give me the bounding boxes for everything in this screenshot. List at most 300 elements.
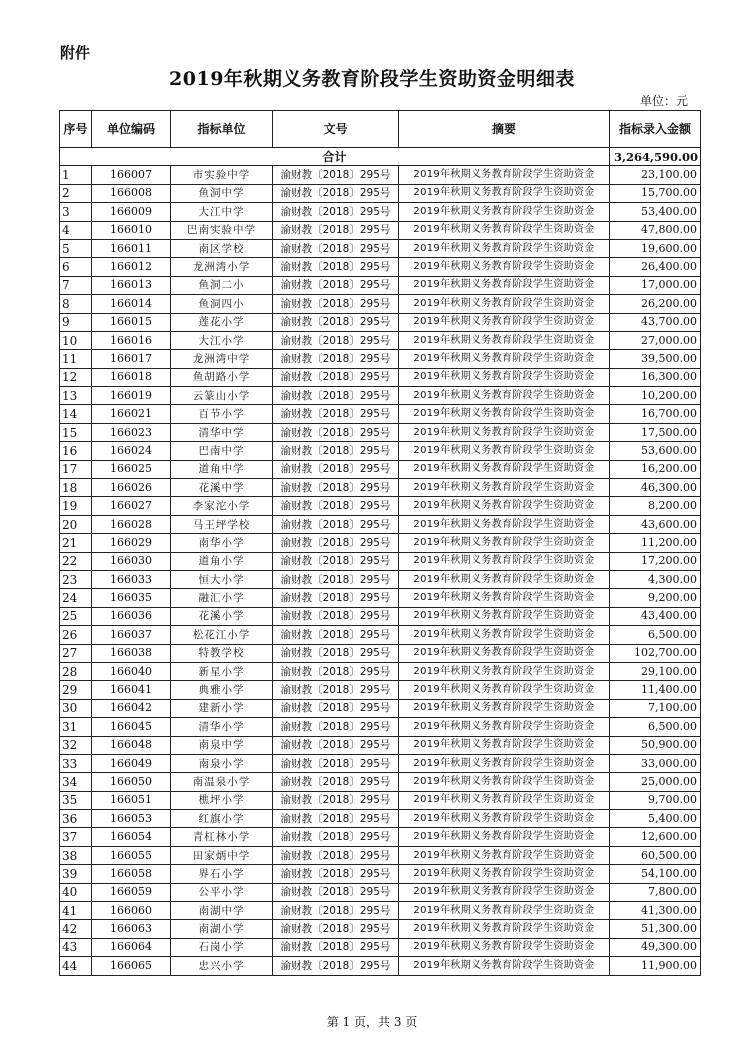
row-unit: 特教学校 [171, 644, 273, 662]
row-amount: 47,800.00 [610, 221, 701, 239]
row-doc-no: 渝财教〔2018〕295号 [273, 184, 399, 202]
table-row [60, 699, 701, 717]
table-row [60, 846, 701, 864]
row-unit: 李家沱小学 [171, 497, 273, 515]
table-row [60, 589, 701, 607]
table-row [60, 534, 701, 552]
row-amount: 23,100.00 [610, 166, 701, 184]
row-doc-no: 渝财教〔2018〕295号 [273, 239, 399, 257]
row-doc-no: 渝财教〔2018〕295号 [273, 957, 399, 975]
row-no: 9 [60, 313, 92, 331]
row-summary: 2019年秋期义务教育阶段学生资助资金 [399, 736, 610, 754]
row-no: 12 [60, 368, 92, 386]
row-amount: 9,200.00 [610, 589, 701, 607]
table-row [60, 736, 701, 754]
row-amount: 17,200.00 [610, 552, 701, 570]
detail-table [59, 110, 701, 976]
row-summary: 2019年秋期义务教育阶段学生资助资金 [399, 920, 610, 938]
row-doc-no: 渝财教〔2018〕295号 [273, 644, 399, 662]
row-code: 166027 [92, 497, 171, 515]
row-doc-no: 渝财教〔2018〕295号 [273, 203, 399, 221]
page-title: 2019年秋期义务教育阶段学生资助资金明细表 [169, 68, 575, 90]
row-code: 166064 [92, 938, 171, 956]
row-summary: 2019年秋期义务教育阶段学生资助资金 [399, 166, 610, 184]
row-amount: 25,000.00 [610, 773, 701, 791]
row-unit: 南湖小学 [171, 920, 273, 938]
row-unit: 马王坪学校 [171, 515, 273, 533]
table-row [60, 552, 701, 570]
row-amount: 39,500.00 [610, 350, 701, 368]
row-summary: 2019年秋期义务教育阶段学生资助资金 [399, 846, 610, 864]
row-summary: 2019年秋期义务教育阶段学生资助资金 [399, 387, 610, 405]
row-unit: 松花江小学 [171, 626, 273, 644]
row-doc-no: 渝财教〔2018〕295号 [273, 828, 399, 846]
row-code: 166013 [92, 276, 171, 294]
row-unit: 南泉小学 [171, 754, 273, 772]
row-summary: 2019年秋期义务教育阶段学生资助资金 [399, 791, 610, 809]
row-unit: 鱼胡路小学 [171, 368, 273, 386]
row-summary: 2019年秋期义务教育阶段学生资助资金 [399, 423, 610, 441]
row-doc-no: 渝财教〔2018〕295号 [273, 938, 399, 956]
row-code: 166012 [92, 258, 171, 276]
col-header-amount: 指标录入金额 [610, 111, 701, 148]
row-code: 166016 [92, 331, 171, 349]
row-code: 166048 [92, 736, 171, 754]
row-no: 4 [60, 221, 92, 239]
table-row [60, 313, 701, 331]
row-summary: 2019年秋期义务教育阶段学生资助资金 [399, 718, 610, 736]
row-no: 37 [60, 828, 92, 846]
row-no: 30 [60, 699, 92, 717]
row-code: 166021 [92, 405, 171, 423]
row-doc-no: 渝财教〔2018〕295号 [273, 607, 399, 625]
row-unit: 龙洲湾中学 [171, 350, 273, 368]
row-code: 166058 [92, 865, 171, 883]
row-code: 166026 [92, 479, 171, 497]
row-doc-no: 渝财教〔2018〕295号 [273, 865, 399, 883]
row-no: 23 [60, 570, 92, 588]
row-code: 166014 [92, 295, 171, 313]
row-summary: 2019年秋期义务教育阶段学生资助资金 [399, 350, 610, 368]
row-amount: 51,300.00 [610, 920, 701, 938]
row-doc-no: 渝财教〔2018〕295号 [273, 791, 399, 809]
table-row [60, 681, 701, 699]
table-row [60, 497, 701, 515]
row-amount: 26,200.00 [610, 295, 701, 313]
row-summary: 2019年秋期义务教育阶段学生资助资金 [399, 313, 610, 331]
row-summary: 2019年秋期义务教育阶段学生资助资金 [399, 570, 610, 588]
table-row [60, 203, 701, 221]
unit-label: 单位：元 [639, 94, 688, 108]
row-code: 166023 [92, 423, 171, 441]
row-doc-no: 渝财教〔2018〕295号 [273, 258, 399, 276]
row-summary: 2019年秋期义务教育阶段学生资助资金 [399, 754, 610, 772]
row-doc-no: 渝财教〔2018〕295号 [273, 681, 399, 699]
col-header-code: 单位编码 [92, 111, 171, 148]
row-code: 166018 [92, 368, 171, 386]
table-row [60, 662, 701, 680]
row-summary: 2019年秋期义务教育阶段学生资助资金 [399, 203, 610, 221]
row-summary: 2019年秋期义务教育阶段学生资助资金 [399, 405, 610, 423]
row-doc-no: 渝财教〔2018〕295号 [273, 626, 399, 644]
table-row [60, 368, 701, 386]
row-summary: 2019年秋期义务教育阶段学生资助资金 [399, 865, 610, 883]
table-row [60, 570, 701, 588]
row-no: 40 [60, 883, 92, 901]
row-code: 166059 [92, 883, 171, 901]
row-code: 166060 [92, 902, 171, 920]
row-amount: 43,400.00 [610, 607, 701, 625]
row-summary: 2019年秋期义务教育阶段学生资助资金 [399, 681, 610, 699]
row-no: 28 [60, 662, 92, 680]
row-amount: 7,800.00 [610, 883, 701, 901]
row-summary: 2019年秋期义务教育阶段学生资助资金 [399, 258, 610, 276]
row-amount: 29,100.00 [610, 662, 701, 680]
row-code: 166010 [92, 221, 171, 239]
table-row [60, 423, 701, 441]
row-code: 166035 [92, 589, 171, 607]
row-amount: 33,000.00 [610, 754, 701, 772]
row-summary: 2019年秋期义务教育阶段学生资助资金 [399, 828, 610, 846]
row-unit: 南湖中学 [171, 902, 273, 920]
row-no: 13 [60, 387, 92, 405]
row-summary: 2019年秋期义务教育阶段学生资助资金 [399, 460, 610, 478]
row-amount: 11,200.00 [610, 534, 701, 552]
row-unit: 巴南中学 [171, 442, 273, 460]
table-row [60, 460, 701, 478]
row-unit: 花溪中学 [171, 479, 273, 497]
row-code: 166038 [92, 644, 171, 662]
row-summary: 2019年秋期义务教育阶段学生资助资金 [399, 368, 610, 386]
row-code: 166049 [92, 754, 171, 772]
row-unit: 清华中学 [171, 423, 273, 441]
row-code: 166019 [92, 387, 171, 405]
row-amount: 41,300.00 [610, 902, 701, 920]
row-unit: 鱼洞四小 [171, 295, 273, 313]
row-amount: 11,900.00 [610, 957, 701, 975]
row-summary: 2019年秋期义务教育阶段学生资助资金 [399, 589, 610, 607]
row-no: 44 [60, 957, 92, 975]
row-doc-no: 渝财教〔2018〕295号 [273, 460, 399, 478]
row-unit: 花溪小学 [171, 607, 273, 625]
row-summary: 2019年秋期义务教育阶段学生资助资金 [399, 607, 610, 625]
row-no: 35 [60, 791, 92, 809]
row-no: 25 [60, 607, 92, 625]
row-code: 166065 [92, 957, 171, 975]
row-unit: 龙洲湾小学 [171, 258, 273, 276]
row-no: 15 [60, 423, 92, 441]
row-code: 166037 [92, 626, 171, 644]
row-unit: 青杠林小学 [171, 828, 273, 846]
table-row [60, 920, 701, 938]
row-no: 39 [60, 865, 92, 883]
table-row [60, 221, 701, 239]
row-doc-no: 渝财教〔2018〕295号 [273, 736, 399, 754]
table-row [60, 957, 701, 975]
row-no: 27 [60, 644, 92, 662]
row-summary: 2019年秋期义务教育阶段学生资助资金 [399, 773, 610, 791]
row-doc-no: 渝财教〔2018〕295号 [273, 405, 399, 423]
row-summary: 2019年秋期义务教育阶段学生资助资金 [399, 938, 610, 956]
row-code: 166055 [92, 846, 171, 864]
row-unit: 道角小学 [171, 552, 273, 570]
row-no: 34 [60, 773, 92, 791]
table-row [60, 442, 701, 460]
row-summary: 2019年秋期义务教育阶段学生资助资金 [399, 515, 610, 533]
row-no: 7 [60, 276, 92, 294]
table-row [60, 258, 701, 276]
total-row [60, 148, 701, 166]
row-doc-no: 渝财教〔2018〕295号 [273, 570, 399, 588]
row-unit: 红旗小学 [171, 810, 273, 828]
row-unit: 恒大小学 [171, 570, 273, 588]
row-doc-no: 渝财教〔2018〕295号 [273, 662, 399, 680]
row-code: 166007 [92, 166, 171, 184]
row-summary: 2019年秋期义务教育阶段学生资助资金 [399, 552, 610, 570]
row-no: 33 [60, 754, 92, 772]
row-doc-no: 渝财教〔2018〕295号 [273, 276, 399, 294]
row-doc-no: 渝财教〔2018〕295号 [273, 754, 399, 772]
row-unit: 典雅小学 [171, 681, 273, 699]
row-unit: 融汇小学 [171, 589, 273, 607]
table-row [60, 239, 701, 257]
row-no: 26 [60, 626, 92, 644]
row-amount: 16,700.00 [610, 405, 701, 423]
row-summary: 2019年秋期义务教育阶段学生资助资金 [399, 497, 610, 515]
row-amount: 8,200.00 [610, 497, 701, 515]
row-no: 38 [60, 846, 92, 864]
table-row [60, 791, 701, 809]
row-no: 24 [60, 589, 92, 607]
row-amount: 7,100.00 [610, 699, 701, 717]
table-row [60, 387, 701, 405]
row-summary: 2019年秋期义务教育阶段学生资助资金 [399, 221, 610, 239]
row-summary: 2019年秋期义务教育阶段学生资助资金 [399, 699, 610, 717]
row-summary: 2019年秋期义务教育阶段学生资助资金 [399, 534, 610, 552]
row-summary: 2019年秋期义务教育阶段学生资助资金 [399, 957, 610, 975]
row-amount: 12,600.00 [610, 828, 701, 846]
row-doc-no: 渝财教〔2018〕295号 [273, 552, 399, 570]
row-summary: 2019年秋期义务教育阶段学生资助资金 [399, 479, 610, 497]
row-doc-no: 渝财教〔2018〕295号 [273, 442, 399, 460]
table-row [60, 295, 701, 313]
table-row [60, 405, 701, 423]
row-unit: 鱼洞二小 [171, 276, 273, 294]
attachment-label: 附件 [60, 44, 91, 62]
row-doc-no: 渝财教〔2018〕295号 [273, 166, 399, 184]
row-no: 8 [60, 295, 92, 313]
row-code: 166024 [92, 442, 171, 460]
row-unit: 巴南实验中学 [171, 221, 273, 239]
row-amount: 11,400.00 [610, 681, 701, 699]
row-amount: 49,300.00 [610, 938, 701, 956]
row-amount: 50,900.00 [610, 736, 701, 754]
row-unit: 大江小学 [171, 331, 273, 349]
row-unit: 南泉中学 [171, 736, 273, 754]
table-row [60, 865, 701, 883]
row-doc-no: 渝财教〔2018〕295号 [273, 423, 399, 441]
row-amount: 46,300.00 [610, 479, 701, 497]
row-no: 41 [60, 902, 92, 920]
row-no: 22 [60, 552, 92, 570]
row-amount: 43,600.00 [610, 515, 701, 533]
row-amount: 102,700.00 [610, 644, 701, 662]
total-label: 合计 [60, 148, 610, 166]
row-summary: 2019年秋期义务教育阶段学生资助资金 [399, 644, 610, 662]
row-unit: 莲花小学 [171, 313, 273, 331]
row-summary: 2019年秋期义务教育阶段学生资助资金 [399, 276, 610, 294]
row-amount: 19,600.00 [610, 239, 701, 257]
col-header-unit: 指标单位 [171, 111, 273, 148]
row-unit: 南温泉小学 [171, 773, 273, 791]
row-amount: 53,600.00 [610, 442, 701, 460]
row-no: 20 [60, 515, 92, 533]
row-summary: 2019年秋期义务教育阶段学生资助资金 [399, 810, 610, 828]
row-doc-no: 渝财教〔2018〕295号 [273, 846, 399, 864]
row-no: 5 [60, 239, 92, 257]
row-no: 18 [60, 479, 92, 497]
row-amount: 26,400.00 [610, 258, 701, 276]
row-code: 166041 [92, 681, 171, 699]
row-unit: 百节小学 [171, 405, 273, 423]
col-header-summary: 摘要 [399, 111, 610, 148]
row-doc-no: 渝财教〔2018〕295号 [273, 295, 399, 313]
table-row [60, 644, 701, 662]
row-code: 166028 [92, 515, 171, 533]
table-row [60, 754, 701, 772]
col-header-no: 序号 [60, 111, 92, 148]
table-row [60, 718, 701, 736]
row-code: 166054 [92, 828, 171, 846]
table-row [60, 515, 701, 533]
table-row [60, 938, 701, 956]
table-row [60, 626, 701, 644]
row-summary: 2019年秋期义务教育阶段学生资助资金 [399, 626, 610, 644]
row-doc-no: 渝财教〔2018〕295号 [273, 497, 399, 515]
row-no: 10 [60, 331, 92, 349]
row-summary: 2019年秋期义务教育阶段学生资助资金 [399, 184, 610, 202]
row-unit: 鱼洞中学 [171, 184, 273, 202]
row-summary: 2019年秋期义务教育阶段学生资助资金 [399, 662, 610, 680]
row-unit: 南华小学 [171, 534, 273, 552]
row-unit: 云篆山小学 [171, 387, 273, 405]
row-code: 166011 [92, 239, 171, 257]
row-amount: 6,500.00 [610, 626, 701, 644]
total-amount: 3,264,590.00 [610, 148, 701, 166]
row-unit: 市实验中学 [171, 166, 273, 184]
row-amount: 60,500.00 [610, 846, 701, 864]
row-code: 166025 [92, 460, 171, 478]
row-amount: 6,500.00 [610, 718, 701, 736]
row-code: 166029 [92, 534, 171, 552]
row-code: 166063 [92, 920, 171, 938]
row-no: 17 [60, 460, 92, 478]
row-no: 43 [60, 938, 92, 956]
row-doc-no: 渝财教〔2018〕295号 [273, 350, 399, 368]
row-no: 16 [60, 442, 92, 460]
row-no: 19 [60, 497, 92, 515]
row-doc-no: 渝财教〔2018〕295号 [273, 902, 399, 920]
table-row [60, 828, 701, 846]
row-amount: 17,000.00 [610, 276, 701, 294]
row-amount: 4,300.00 [610, 570, 701, 588]
row-code: 166030 [92, 552, 171, 570]
row-doc-no: 渝财教〔2018〕295号 [273, 718, 399, 736]
row-doc-no: 渝财教〔2018〕295号 [273, 221, 399, 239]
row-summary: 2019年秋期义务教育阶段学生资助资金 [399, 295, 610, 313]
row-summary: 2019年秋期义务教育阶段学生资助资金 [399, 902, 610, 920]
row-doc-no: 渝财教〔2018〕295号 [273, 387, 399, 405]
row-unit: 清华小学 [171, 718, 273, 736]
row-unit: 建新小学 [171, 699, 273, 717]
row-no: 36 [60, 810, 92, 828]
row-summary: 2019年秋期义务教育阶段学生资助资金 [399, 331, 610, 349]
row-code: 166050 [92, 773, 171, 791]
row-amount: 16,300.00 [610, 368, 701, 386]
table-row [60, 810, 701, 828]
row-no: 6 [60, 258, 92, 276]
row-doc-no: 渝财教〔2018〕295号 [273, 313, 399, 331]
header-row [60, 111, 701, 148]
row-unit: 田家炳中学 [171, 846, 273, 864]
table-row [60, 184, 701, 202]
row-doc-no: 渝财教〔2018〕295号 [273, 479, 399, 497]
row-unit: 界石小学 [171, 865, 273, 883]
table-row [60, 883, 701, 901]
row-code: 166008 [92, 184, 171, 202]
row-code: 166015 [92, 313, 171, 331]
row-doc-no: 渝财教〔2018〕295号 [273, 773, 399, 791]
row-amount: 16,200.00 [610, 460, 701, 478]
row-code: 166045 [92, 718, 171, 736]
row-doc-no: 渝财教〔2018〕295号 [273, 810, 399, 828]
row-summary: 2019年秋期义务教育阶段学生资助资金 [399, 239, 610, 257]
row-amount: 43,700.00 [610, 313, 701, 331]
row-code: 166033 [92, 570, 171, 588]
row-amount: 9,700.00 [610, 791, 701, 809]
table-row [60, 331, 701, 349]
row-no: 21 [60, 534, 92, 552]
row-amount: 54,100.00 [610, 865, 701, 883]
row-no: 14 [60, 405, 92, 423]
row-unit: 忠兴小学 [171, 957, 273, 975]
row-summary: 2019年秋期义务教育阶段学生资助资金 [399, 883, 610, 901]
table-row [60, 166, 701, 184]
row-doc-no: 渝财教〔2018〕295号 [273, 883, 399, 901]
row-doc-no: 渝财教〔2018〕295号 [273, 331, 399, 349]
row-no: 31 [60, 718, 92, 736]
row-amount: 15,700.00 [610, 184, 701, 202]
col-header-doc: 文号 [273, 111, 399, 148]
row-unit: 公平小学 [171, 883, 273, 901]
row-code: 166040 [92, 662, 171, 680]
row-no: 11 [60, 350, 92, 368]
row-code: 166017 [92, 350, 171, 368]
table-row [60, 276, 701, 294]
row-no: 2 [60, 184, 92, 202]
row-unit: 新星小学 [171, 662, 273, 680]
row-doc-no: 渝财教〔2018〕295号 [273, 515, 399, 533]
row-code: 166053 [92, 810, 171, 828]
row-code: 166009 [92, 203, 171, 221]
row-code: 166036 [92, 607, 171, 625]
table-row [60, 479, 701, 497]
row-doc-no: 渝财教〔2018〕295号 [273, 920, 399, 938]
row-doc-no: 渝财教〔2018〕295号 [273, 589, 399, 607]
row-code: 166051 [92, 791, 171, 809]
row-amount: 10,200.00 [610, 387, 701, 405]
row-amount: 5,400.00 [610, 810, 701, 828]
